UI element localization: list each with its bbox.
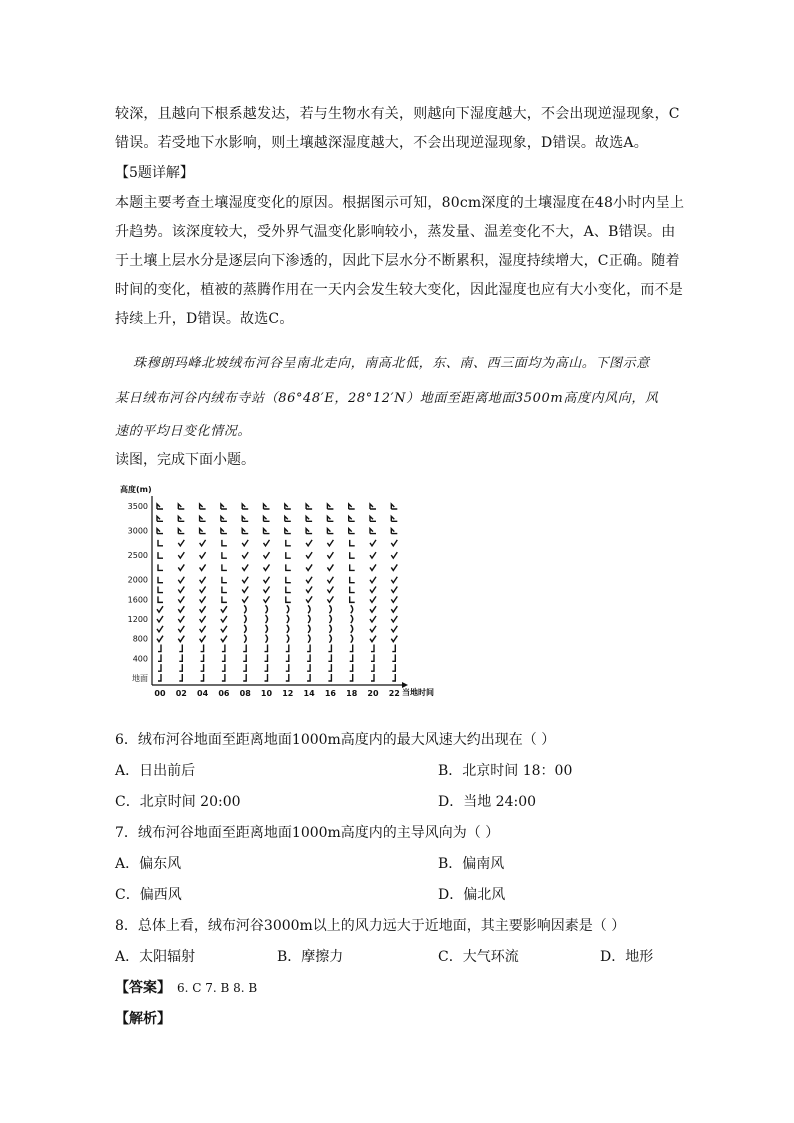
wind-barb — [266, 615, 268, 623]
x-tick-label: 04 — [197, 689, 209, 698]
wind-barb — [222, 552, 227, 558]
wind-barb — [328, 674, 331, 681]
wind-barb — [391, 552, 397, 558]
x-tick-label: 10 — [260, 689, 273, 698]
wind-barb — [391, 540, 397, 546]
q6-option-c[interactable]: C．北京时间 20:00 — [115, 794, 241, 810]
wind-barb — [264, 577, 270, 583]
wind-barb — [158, 587, 163, 593]
q5-heading: 【5题详解】 — [115, 165, 194, 181]
wind-barb — [370, 552, 376, 558]
wind-barb — [264, 529, 270, 534]
wind-barb — [391, 626, 397, 632]
wind-barb — [222, 645, 225, 652]
wind-barb — [158, 552, 163, 558]
wind-barb — [178, 577, 184, 583]
wind-barb — [200, 516, 206, 521]
wind-barb — [242, 577, 248, 583]
wind-barb — [200, 606, 206, 612]
wind-barb — [179, 674, 182, 681]
wind-barb — [327, 529, 333, 534]
wind-barb — [158, 577, 163, 583]
wind-barb — [266, 635, 268, 643]
wind-barb — [178, 529, 184, 534]
wind-barb — [178, 596, 184, 602]
wind-barb — [392, 645, 395, 652]
wind-barb — [327, 516, 333, 521]
wind-barb — [370, 616, 376, 622]
wind-barb — [391, 529, 397, 534]
material-line-3: 速的平均日变化情况。 — [115, 424, 252, 439]
wind-barb — [285, 504, 291, 509]
wind-barb — [285, 529, 291, 534]
wind-barb — [351, 605, 353, 613]
y-tick-label: 3000 — [127, 526, 148, 536]
wind-barb — [264, 504, 270, 509]
x-tick-label: 06 — [218, 689, 230, 698]
wind-barb — [328, 664, 331, 671]
wind-barb — [222, 674, 225, 681]
wind-barb — [179, 645, 182, 652]
wind-barb — [242, 529, 248, 534]
wind-barb — [264, 596, 270, 602]
wind-barb — [370, 587, 376, 593]
wind-barb — [327, 564, 333, 570]
x-tick-label: 18 — [346, 689, 358, 698]
wind-barb — [158, 674, 161, 681]
wind-barb — [327, 504, 333, 509]
wind-barb — [351, 615, 353, 623]
wind-barb — [285, 516, 291, 521]
wind-barb — [327, 587, 333, 593]
wind-barb — [350, 654, 353, 661]
wind-barb — [265, 664, 268, 671]
wind-barb — [391, 587, 397, 593]
material-line-1: 珠穆朗玛峰北坡绒布河谷呈南北走向，南高北低，东、南、西三面均为高山。下图示意 — [133, 356, 650, 371]
wind-barb — [244, 635, 246, 643]
q6-option-b[interactable]: B．北京时间 18：00 — [438, 763, 573, 779]
wind-barb — [221, 636, 227, 642]
wind-barb — [201, 664, 204, 671]
wind-barb — [242, 504, 248, 509]
wind-barb — [158, 645, 161, 652]
y-tick-label: 地面 — [132, 674, 148, 683]
wind-barb — [370, 596, 376, 602]
wind-barb — [266, 625, 268, 633]
wind-barb — [222, 596, 227, 602]
wind-barb — [264, 516, 270, 521]
wind-barb — [307, 645, 310, 652]
wind-barb — [178, 616, 184, 622]
wind-barb — [242, 596, 248, 602]
wind-barb — [286, 587, 291, 593]
y-tick-label: 400 — [132, 654, 148, 664]
wind-barb — [350, 674, 353, 681]
wind-barb — [307, 674, 310, 681]
wind-barb — [392, 654, 395, 661]
x-tick-label: 16 — [324, 689, 336, 698]
wind-barb — [178, 552, 184, 558]
q7-option-b[interactable]: B．偏南风 — [438, 856, 505, 872]
wind-barb — [286, 577, 291, 583]
wind-barb — [308, 605, 310, 613]
wind-barb — [222, 654, 225, 661]
wind-barb — [306, 504, 312, 509]
q7-option-c[interactable]: C．偏西风 — [115, 887, 182, 903]
wind-barb — [178, 564, 184, 570]
x-tick-label: 08 — [239, 689, 251, 698]
wind-barb — [200, 577, 206, 583]
wind-barb — [264, 552, 270, 558]
wind-barb — [350, 552, 355, 558]
wind-barb — [391, 577, 397, 583]
wind-barb — [287, 625, 289, 633]
wind-barb — [157, 529, 163, 534]
wind-barb — [243, 674, 246, 681]
wind-barb — [306, 540, 312, 546]
q6-option-d[interactable]: D．当地 24:00 — [438, 794, 537, 810]
wind-barb — [178, 587, 184, 593]
wind-barb — [370, 516, 376, 521]
wind-barb — [329, 615, 331, 623]
wind-barb — [243, 645, 246, 652]
wind-barb — [201, 674, 204, 681]
wind-barb — [349, 516, 355, 521]
wind-barb — [308, 615, 310, 623]
wind-barb — [221, 516, 227, 521]
wind-barb — [306, 577, 312, 583]
wind-barb — [370, 636, 376, 642]
wind-barb — [306, 587, 312, 593]
wind-barb — [200, 587, 206, 593]
wind-barb — [200, 616, 206, 622]
wind-barb — [371, 645, 374, 652]
q8-option-d[interactable]: D．地形 — [600, 949, 654, 965]
wind-barb — [178, 504, 184, 509]
y-tick-label: 1600 — [127, 595, 148, 605]
wind-barb — [265, 654, 268, 661]
answer-values: 6. C 7. B 8. B — [177, 981, 258, 995]
wind-barb — [329, 625, 331, 633]
wind-barb — [221, 626, 227, 632]
wind-barb — [350, 540, 355, 546]
y-tick-label: 2500 — [127, 551, 148, 561]
wind-barb — [286, 596, 291, 602]
answer-line — [115, 977, 257, 997]
wind-barb — [306, 564, 312, 570]
wind-barb — [266, 605, 268, 613]
wind-barb — [329, 605, 331, 613]
wind-barb — [391, 616, 397, 622]
wind-barb — [350, 564, 355, 570]
wind-barb — [244, 615, 246, 623]
y-axis-label: 高度(m) — [120, 485, 152, 494]
wind-barb — [306, 596, 312, 602]
wind-barb — [370, 606, 376, 612]
wind-barb — [178, 516, 184, 521]
wind-barb — [158, 664, 161, 671]
wind-barb — [222, 587, 227, 593]
x-tick-label: 22 — [388, 689, 400, 698]
wind-barb — [306, 516, 312, 521]
q7-option-d[interactable]: D．偏北风 — [438, 887, 506, 903]
wind-barb — [157, 516, 163, 521]
wind-barb — [350, 664, 353, 671]
wind-barb — [221, 616, 227, 622]
wind-barb — [242, 552, 248, 558]
wind-barb — [265, 674, 268, 681]
wind-barb — [158, 596, 163, 602]
q7-option-a[interactable]: A．偏东风 — [115, 856, 182, 872]
x-tick-label: 02 — [175, 689, 187, 698]
q5-explanation: 本题主要考查土壤湿度变化的原因。根据图示可知，80cm深度的土壤湿度在48小时内呈上升趋势。该深度较大，受外界气温变化影响较小，蒸发量、温差变化不大，A、B错误。由于土壤上层水分是逐层向下渗透的，因此下层水分不断累积，湿度持续增大，C正确。随着时间的变化，植被的蒸腾作用在一天内会发生较大变化，因此湿度也应有大小变化，而不是持续上升，D错误。故选C。 — [115, 195, 685, 327]
q6-stem: 6．绒布河谷地面至距离地面1000m高度内的最大风速大约出现在（ ） — [115, 732, 556, 748]
wind-barb — [286, 664, 289, 671]
material-line-2: 某日绒布河谷内绒布寺站（86°48′E，28°12′N）地面至距离地面3500m高度内风向，风 — [115, 391, 659, 406]
wind-barb — [157, 626, 163, 632]
q8-option-a[interactable]: A．太阳辐射 — [115, 949, 196, 965]
wind-barb — [200, 564, 206, 570]
wind-barb — [350, 587, 355, 593]
wind-barb — [392, 664, 395, 671]
wind-barb — [264, 564, 270, 570]
wind-barb — [222, 540, 227, 546]
q8-stem: 8．总体上看，绒布河谷3000m以上的风力远大于近地面，其主要影响因素是（ ） — [115, 918, 626, 934]
wind-barb — [391, 596, 397, 602]
wind-barb — [179, 654, 182, 661]
instruction: 读图，完成下面小题。 — [115, 452, 255, 468]
wind-barb — [307, 654, 310, 661]
wind-barb — [308, 625, 310, 633]
wind-barb — [158, 564, 163, 570]
wind-barb — [350, 645, 353, 652]
wind-barb — [201, 645, 204, 652]
wind-barb — [351, 625, 353, 633]
wind-barb — [329, 635, 331, 643]
wind-barb — [200, 504, 206, 509]
wind-barb-chart — [112, 478, 452, 703]
wind-barb — [286, 540, 291, 546]
wind-barb — [243, 654, 246, 661]
x-tick-label: 14 — [303, 689, 315, 698]
wind-barb — [370, 504, 376, 509]
wind-barb — [286, 654, 289, 661]
wind-barb — [221, 529, 227, 534]
wind-barb — [178, 626, 184, 632]
wind-barb — [349, 529, 355, 534]
q7-stem: 7．绒布河谷地面至距离地面1000m高度内的主导风向为（ ） — [115, 825, 500, 841]
x-tick-label: 00 — [154, 689, 166, 698]
y-tick-label: 800 — [132, 634, 148, 644]
wind-barb — [221, 504, 227, 509]
wind-barb — [370, 540, 376, 546]
wind-barb — [242, 564, 248, 570]
wind-barb — [265, 645, 268, 652]
wind-barb — [350, 596, 355, 602]
wind-barb — [242, 540, 248, 546]
wind-barb — [391, 636, 397, 642]
x-tick-label: 12 — [282, 689, 294, 698]
wind-barb — [242, 587, 248, 593]
wind-barb — [200, 529, 206, 534]
wind-barb — [327, 596, 333, 602]
wind-barb — [307, 664, 310, 671]
wind-barb — [391, 564, 397, 570]
wind-barb — [308, 635, 310, 643]
wind-barb — [392, 674, 395, 681]
wind-barb — [351, 635, 353, 643]
answer-label: 【答案】 — [115, 980, 171, 996]
wind-barb — [243, 664, 246, 671]
wind-barb — [157, 606, 163, 612]
y-tick-label: 3500 — [127, 502, 148, 511]
wind-barb — [158, 654, 161, 661]
wind-barb — [391, 606, 397, 612]
wind-barb — [264, 540, 270, 546]
wind-barb — [264, 587, 270, 593]
wind-barb — [200, 552, 206, 558]
wind-barb — [244, 605, 246, 613]
wind-barb — [350, 577, 355, 583]
wind-barb — [286, 645, 289, 652]
wind-barb — [327, 552, 333, 558]
wind-barb — [178, 540, 184, 546]
wind-barb — [286, 552, 291, 558]
wind-barb — [200, 636, 206, 642]
wind-barb — [222, 564, 227, 570]
wind-barb — [370, 626, 376, 632]
wind-barb — [370, 564, 376, 570]
wind-barb — [391, 504, 397, 509]
wind-barb — [157, 616, 163, 622]
wind-barb — [327, 540, 333, 546]
wind-barb — [371, 674, 374, 681]
wind-barb — [287, 615, 289, 623]
wind-barb — [157, 636, 163, 642]
wind-barb — [178, 606, 184, 612]
wind-barb — [200, 540, 206, 546]
wind-barb — [178, 636, 184, 642]
q8-option-b[interactable]: B．摩擦力 — [277, 949, 344, 965]
wind-barb — [327, 577, 333, 583]
q6-option-a[interactable]: A．日出前后 — [115, 763, 196, 779]
wind-barb — [222, 664, 225, 671]
wind-barb — [221, 606, 227, 612]
wind-barb — [158, 540, 163, 546]
wind-barb — [328, 654, 331, 661]
wind-barb — [287, 635, 289, 643]
wind-barb — [328, 645, 331, 652]
wind-barb — [349, 504, 355, 509]
wind-barb — [200, 626, 206, 632]
wind-barb — [179, 664, 182, 671]
wind-barb — [306, 529, 312, 534]
wind-barb — [287, 605, 289, 613]
y-tick-label: 1200 — [127, 615, 148, 625]
x-axis-label: 当地时间 — [402, 688, 434, 697]
wind-barb — [222, 577, 227, 583]
wind-barb — [200, 596, 206, 602]
wind-barb — [370, 529, 376, 534]
wind-barb — [157, 504, 163, 509]
wind-barb — [286, 674, 289, 681]
wind-barb — [306, 552, 312, 558]
wind-barb — [242, 516, 248, 521]
q8-option-c[interactable]: C．大气环流 — [438, 949, 519, 965]
x-tick-label: 20 — [367, 689, 379, 698]
analysis-label: 【解析】 — [115, 1011, 171, 1027]
wind-barb — [391, 516, 397, 521]
y-tick-label: 2000 — [127, 575, 148, 585]
wind-barb — [370, 577, 376, 583]
wind-barb — [371, 654, 374, 661]
wind-barb — [201, 654, 204, 661]
prev-answer-tail: 较深，且越向下根系越发达，若与生物水有关，则越向下湿度越大，不会出现逆湿现象，C错误。若受地下水影响，则土壤越深湿度越大，不会出现逆湿现象，D错误。故选A。 — [115, 106, 680, 151]
wind-barb — [286, 564, 291, 570]
wind-barb — [371, 664, 374, 671]
wind-barb — [244, 625, 246, 633]
